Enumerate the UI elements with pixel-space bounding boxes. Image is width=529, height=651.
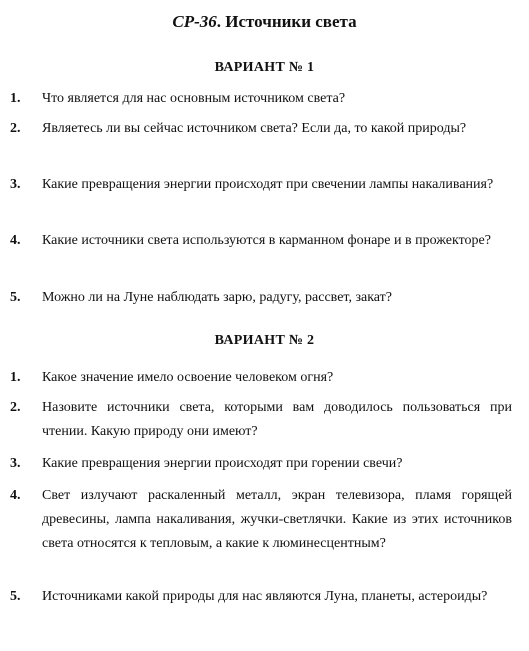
question-item — [10, 229, 512, 253]
question-number: 1. — [10, 91, 21, 106]
question-number: 5. — [10, 589, 21, 604]
page-title — [0, 12, 529, 32]
question-text: Источниками какой природы для нас являются Луна, планеты, астероиды? — [42, 589, 488, 604]
question-text: Являетесь ли вы сейчас источником света? Если да, то какой природы? — [42, 121, 467, 136]
question-item — [10, 484, 512, 556]
question-number: 4. — [10, 233, 21, 248]
question-item — [10, 117, 512, 141]
title-name: . Источники света — [216, 12, 357, 31]
question-number: 3. — [10, 456, 21, 471]
question-text: Какое значение имело освоение человеком огня? — [42, 370, 334, 385]
question-item — [10, 452, 512, 476]
variant-1-heading: ВАРИАНТ № 1 — [214, 60, 315, 75]
question-item — [10, 87, 512, 111]
question-item — [10, 396, 512, 444]
question-number: 5. — [10, 290, 21, 305]
question-number: 1. — [10, 370, 21, 385]
question-item — [10, 286, 512, 310]
question-number: 4. — [10, 488, 21, 503]
question-item — [10, 173, 512, 197]
question-number: 2. — [10, 121, 21, 136]
question-text: Какие превращения энергии происходят при горении свечи? — [42, 456, 403, 471]
question-text: Что является для нас основным источником света? — [42, 91, 346, 106]
question-text: Какие превращения энергии происходят при свечении лампы накаливания? — [42, 177, 494, 192]
question-text: Назовите источники света, которыми вам доводилось пользоваться при чтении. Какую природу они имеют? — [42, 400, 512, 439]
question-text: Свет излучают раскаленный металл, экран телевизора, пламя горящей древесины, лампа накаливания, жучки-светлячки. Какие из этих источников света относятся к тепловым, а какие к люминесцентным? — [42, 488, 512, 551]
question-number: 3. — [10, 177, 21, 192]
question-item — [10, 366, 512, 390]
variant-2-heading: ВАРИАНТ № 2 — [214, 333, 315, 348]
title-code: СР-36 — [172, 12, 217, 31]
question-text: Можно ли на Луне наблюдать зарю, радугу, рассвет, закат? — [42, 290, 392, 305]
question-item — [10, 585, 512, 609]
question-text: Какие источники света используются в карманном фонаре и в прожекторе? — [42, 233, 491, 248]
question-number: 2. — [10, 400, 21, 415]
